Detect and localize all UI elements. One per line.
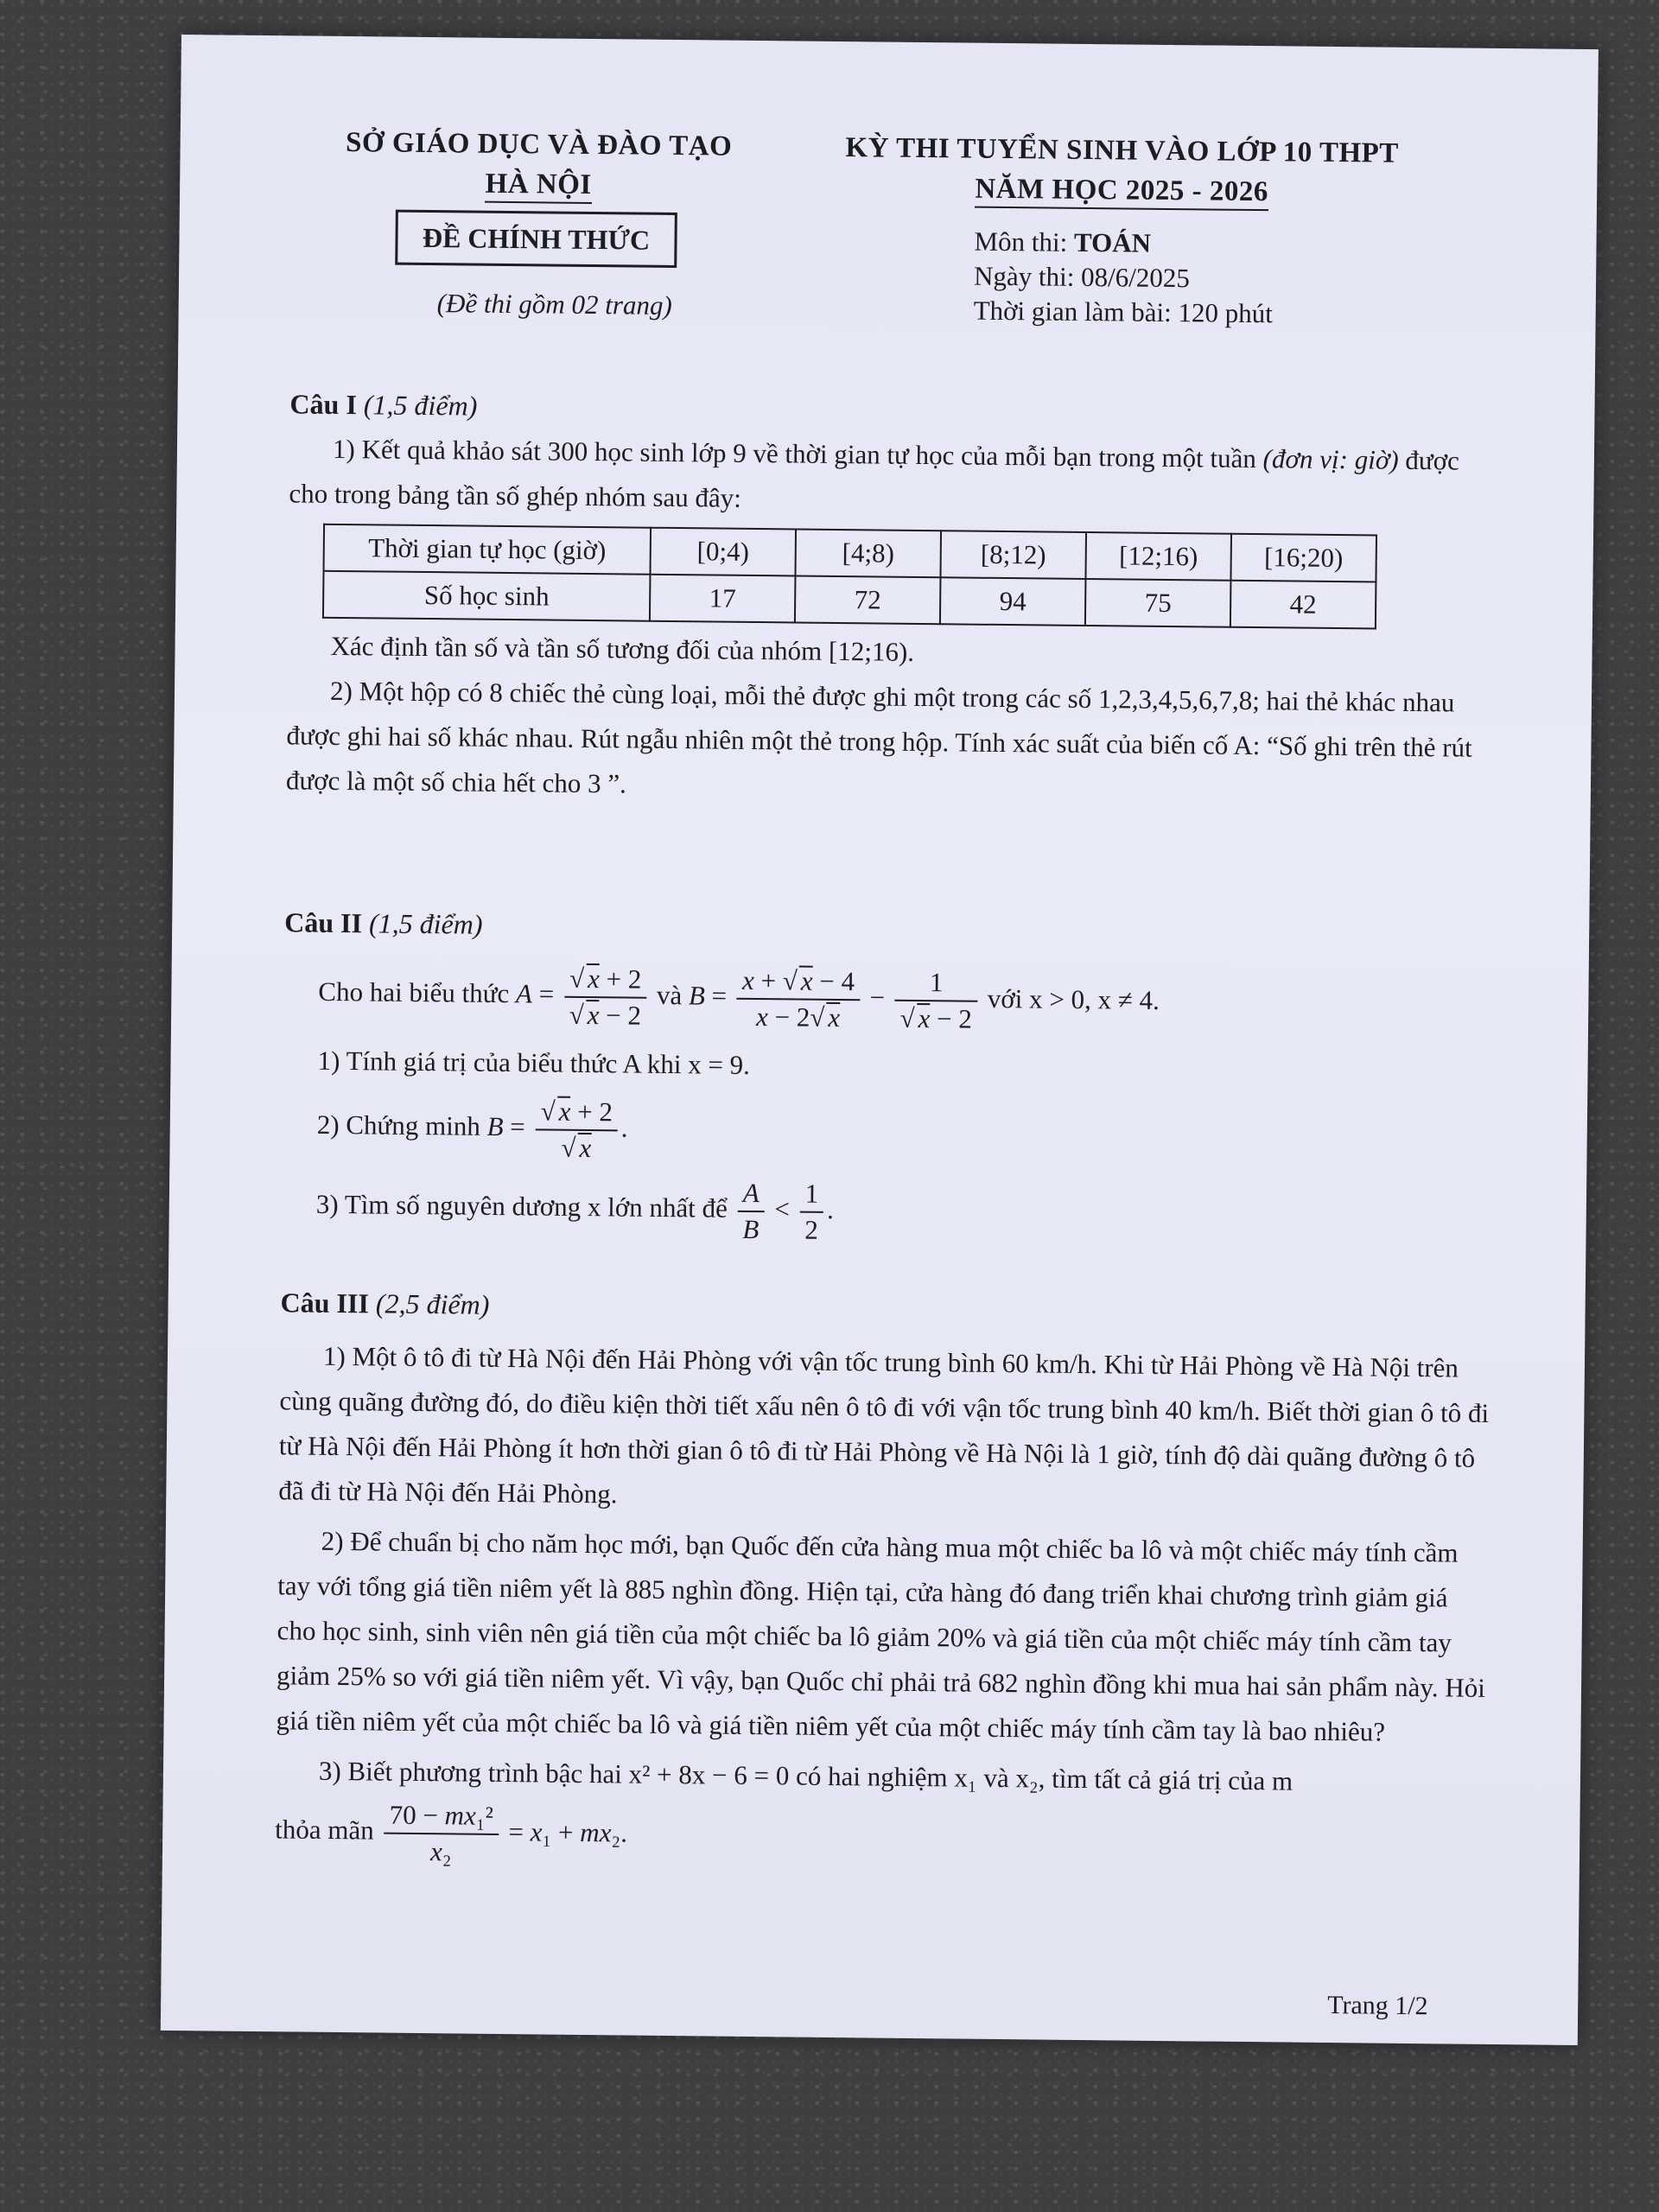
table-cell: [16;20) bbox=[1230, 534, 1376, 582]
table-header-students: Số học sinh bbox=[323, 571, 651, 621]
subject: TOÁN bbox=[1073, 226, 1152, 258]
fraction-A-over-B: $\frac{A}{B}$ bbox=[737, 1176, 765, 1247]
exam-title: KỲ THI TUYỂN SINH VÀO LỚP 10 THPT bbox=[845, 132, 1399, 169]
frequency-table bbox=[322, 524, 1377, 630]
question-3-heading: Câu III (2,5 điểm) bbox=[280, 1287, 490, 1320]
table-cell: [12;16) bbox=[1085, 532, 1231, 581]
table-row bbox=[323, 571, 1376, 629]
exam-paper bbox=[161, 35, 1599, 2045]
question-3-part-3-condition: thỏa mãn $\frac{\text{70 − mx₁²}}{\text{x₂}}$ = x₁ + mx₂. bbox=[275, 1796, 1485, 1880]
subject-label: Môn thi: bbox=[974, 226, 1075, 257]
question-1 bbox=[286, 381, 1500, 816]
question-2-part-2: 2) Chứng minh B = $\frac{√ x + 2}{√ x}$ . bbox=[282, 1091, 1492, 1175]
fraction-one-half: $\frac{1}{2}$ bbox=[799, 1177, 823, 1248]
fraction-A: $\frac{√ x + 2}{√ x - 2}$ bbox=[563, 962, 646, 1033]
fraction-B-proof: $\frac{√ x + 2}{√ x}$ bbox=[535, 1094, 618, 1166]
exam-header bbox=[785, 127, 1459, 213]
question-2-heading: Câu II (1,5 điểm) bbox=[284, 906, 483, 940]
question-2-part-1: 1) Tính giá trị của biểu thức A khi x = 9. bbox=[317, 1045, 751, 1080]
table-cell: 42 bbox=[1230, 581, 1376, 629]
table-cell: [0;4) bbox=[650, 528, 796, 576]
fraction-B2: $\frac{1}{√ x - 2}$ bbox=[894, 965, 977, 1037]
department-line1: SỞ GIÁO DỤC VÀ ĐÀO TẠO bbox=[345, 126, 733, 162]
question-2-expressions: Cho hai biểu thức A = $\frac{√ x + 2}{√ x - 2}$ và B = $\frac{x + √ x - 4}{x - 2√ x}$ − $\frac{1}{√ x - 2}$ với x > 0, x ≠ 4. bbox=[283, 958, 1494, 1042]
fraction-condition: $\frac{\text{70 − mx₁²}}{\text{x₂}}$ bbox=[384, 1798, 499, 1870]
pages-note: (Đề thi gồm 02 trang) bbox=[436, 288, 672, 321]
school-year: NĂM HỌC 2025 - 2026 bbox=[975, 172, 1268, 212]
question-1-heading: Câu I (1,5 điểm) bbox=[289, 388, 478, 422]
question-1-part-2: 2) Một hộp có 8 chiếc thẻ cùng loại, mỗi thẻ được ghi một trong các số 1,2,3,4,5,6,7,8; hai thẻ khác nhau được ghi hai số khác nhau. Rút ngẫu nhiên một thẻ trong hộp. Tính xác suất của biến cố A: “Số ghi trên thẻ rút được là một số chia hết cho 3 ”. bbox=[285, 675, 1472, 799]
table-cell: 17 bbox=[650, 575, 796, 623]
table-cell: 94 bbox=[940, 577, 1086, 626]
exam-info bbox=[973, 225, 1273, 332]
table-cell: 72 bbox=[795, 575, 941, 624]
question-2 bbox=[281, 899, 1494, 1255]
table-cell: 75 bbox=[1085, 579, 1231, 627]
exam-duration: Thời gian làm bài: 120 phút bbox=[973, 295, 1274, 329]
exam-date: Ngày thi: 08/6/2025 bbox=[973, 260, 1191, 294]
question-3-part-3: 3) Biết phương trình bậc hai x² + 8x − 6 = 0 có hai nghiệm x₁ và x₂, tìm tất cả giá trị của m bbox=[318, 1755, 1294, 1796]
question-1-part-1: 1) Kết quả khảo sát 300 học sinh lớp 9 về thời gian tự học của mỗi bạn trong một tuần (đơn vị: giờ) được cho trong bảng tần số ghép nhóm sau đây: bbox=[289, 433, 1460, 513]
table-cell: [4;8) bbox=[795, 529, 941, 577]
table-cell: [8;12) bbox=[940, 531, 1086, 579]
department-header bbox=[318, 123, 760, 207]
department-line2: HÀ NỘI bbox=[485, 167, 592, 204]
question-3-part-1: 1) Một ô tô đi từ Hà Nội đến Hải Phòng với vận tốc trung bình 60 km/h. Khi từ Hải Phòng về Hà Nội trên cùng quãng đường đó, do điều kiện thời tiết xấu nên ô tô đi với vận tốc trung bình 40 km/h. Biết thời gian ô tô đi từ Hà Nội đến Hải Phòng ít hơn thời gian ô tô đi từ Hải Phòng về Hà Nội là 1 giờ, tính độ dài quãng đường ô tô đã đi từ Hà Nội đến Hải Phòng. bbox=[278, 1340, 1490, 1510]
table-header-time: Thời gian tự học (giờ) bbox=[324, 524, 652, 575]
question-3 bbox=[275, 1280, 1491, 1880]
official-stamp-box: ĐỀ CHÍNH THỨC bbox=[395, 210, 677, 268]
fraction-B1: $\frac{x + √ x - 4}{x - 2√ x}$ bbox=[736, 963, 860, 1035]
question-3-part-2: 2) Để chuẩn bị cho năm học mới, bạn Quốc đến cửa hàng mua một chiếc ba lô và một chiếc máy tính cầm tay với tổng giá tiền niêm yết là 885 nghìn đồng. Hiện tại, cửa hàng đó đang triển khai chương trình giảm giá cho học sinh, sinh viên nên giá tiền của một chiếc ba lô giảm 20% và giá tiền của một chiếc máy tính cầm tay giảm 25% so với giá tiền niêm yết. Vì vậy, bạn Quốc chỉ phải trả 682 nghìn đồng khi mua hai sản phẩm này. Hỏi giá tiền niêm yết của một chiếc ba lô và giá tiền niêm yết của một chiếc máy tính cầm tay là bao nhiêu? bbox=[276, 1525, 1486, 1747]
page-number: Trang 1/2 bbox=[1327, 1991, 1428, 2021]
question-1-part-1-ask: Xác định tần số và tần số tương đối của nhóm [12;16). bbox=[330, 630, 915, 667]
question-2-part-3: 3) Tìm số nguyên dương x lớn nhất để $\frac{A}{B}$ < $\frac{1}{2}$ . bbox=[281, 1171, 1491, 1255]
